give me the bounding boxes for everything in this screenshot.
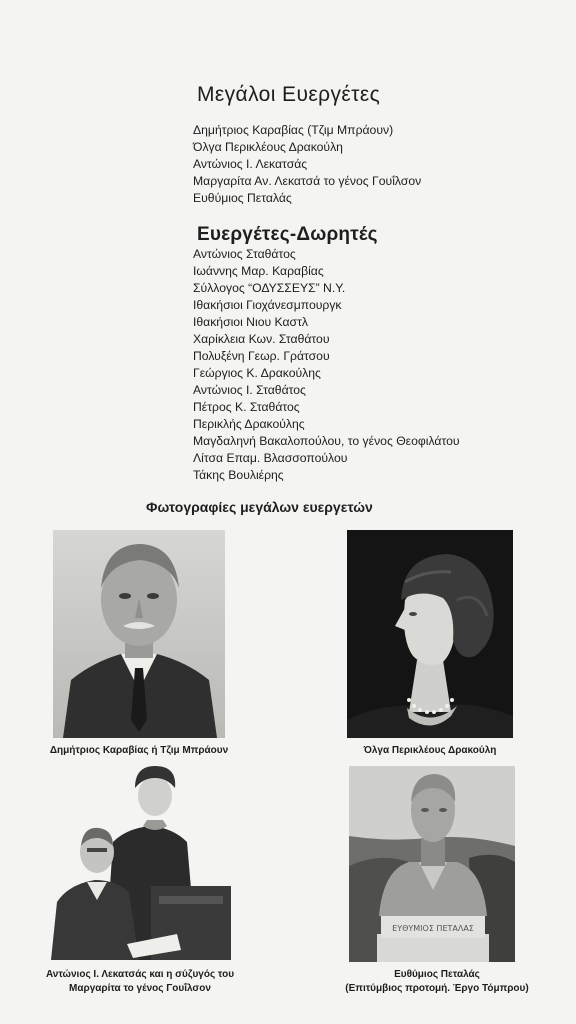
list-item: Πολυξένη Γεωρ. Γράτσου — [193, 349, 330, 363]
list-item: Δημήτριος Καραβίας (Τζιμ Μπράουν) — [193, 123, 394, 137]
list-item: Γεώργιος Κ. Δρακούλης — [193, 366, 321, 380]
list-item: Περικλής Δρακούλης — [193, 417, 305, 431]
list-item: Τάκης Βουλιέρης — [193, 468, 284, 482]
list-item: Ιωάννης Μαρ. Καραβίας — [193, 264, 324, 278]
list-item: Πέτρος Κ. Σταθάτος — [193, 400, 300, 414]
list-item: Αντώνιος Ι. Σταθάτος — [193, 383, 306, 397]
list-item: Μαγδαληνή Βακαλοπούλου, το γένος Θεοφιλάτου — [193, 434, 460, 448]
major-benefactors-heading: Μεγάλοι Ευεργέτες — [197, 83, 381, 106]
bust-inscription: ΕΥΘΥΜΙΟΣ ΠΕΤΑΛΑΣ — [392, 924, 474, 933]
major-benefactors-list — [193, 122, 421, 207]
donors-list — [193, 246, 460, 484]
caption-karavias: Δημήτριος Καραβίας ή Τζιμ Μπράουν — [49, 745, 229, 756]
list-item: Αντώνιος Σταθάτος — [193, 247, 296, 261]
list-item: Σύλλογος “ΟΔΥΣΣΕΥΣ” Ν.Υ. — [193, 281, 346, 295]
caption-lekatsas — [10, 968, 270, 996]
caption-petalas-line1: Ευθύμιος Πεταλάς — [394, 969, 480, 980]
donors-heading: Ευεργέτες-Δωρητές — [197, 224, 378, 245]
photo-petalas-bust — [349, 766, 515, 962]
caption-lekatsas-line1: Αντώνιος Ι. Λεκατσάς και η σύζυγός του — [45, 969, 235, 980]
photo-lekatsas-couple — [43, 762, 233, 960]
list-item: Μαργαρίτα Αν. Λεκατσά το γένος Γουΐλσον — [193, 174, 422, 188]
list-item: Όλγα Περικλέους Δρακούλη — [193, 140, 343, 154]
portrait-karavias — [53, 530, 225, 738]
caption-petalas — [326, 968, 548, 996]
list-item: Ευθύμιος Πεταλάς — [193, 191, 292, 205]
caption-petalas-line2: (Επιτύμβιος προτομή. Έργο Τόμπρου) — [345, 983, 529, 994]
list-item: Χαρίκλεια Κων. Σταθάτου — [193, 332, 330, 346]
list-item: Ιθακήσιοι Νιου Καστλ — [193, 315, 308, 329]
photos-heading: Φωτογραφίες μεγάλων ευεργετών — [146, 499, 373, 515]
list-item: Ιθακήσιοι Γιοχάνεσμπουργκ — [193, 298, 342, 312]
list-item: Αντώνιος Ι. Λεκατσάς — [193, 157, 308, 171]
caption-drakouli: Όλγα Περικλέους Δρακούλη — [363, 745, 497, 756]
portrait-drakouli — [347, 530, 513, 738]
list-item: Λίτσα Επαμ. Βλασσοπούλου — [193, 451, 348, 465]
caption-lekatsas-line2: Μαργαρίτα το γένος Γουΐλσον — [69, 983, 211, 994]
